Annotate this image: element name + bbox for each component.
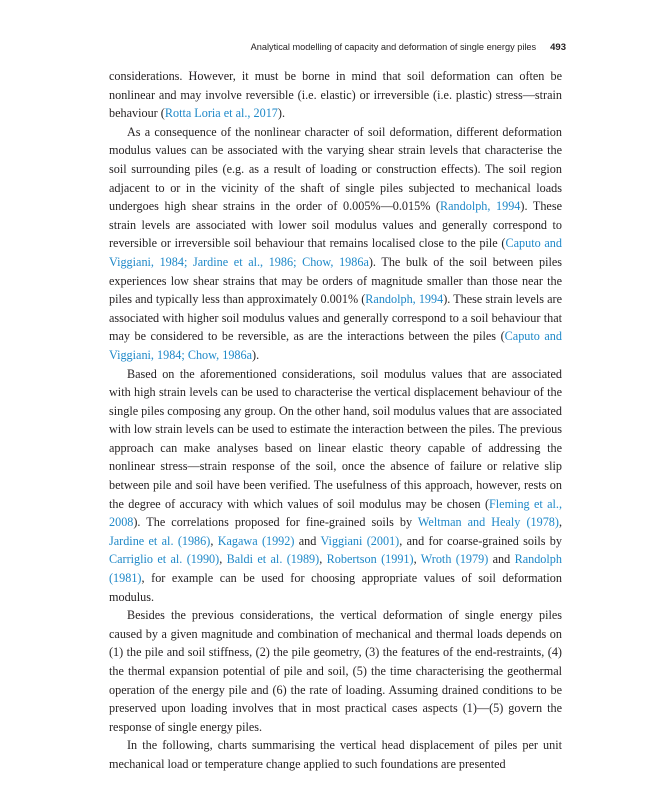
- paragraph-text: Besides the previous considerations, the vertical deformation of single energy piles caused by a given magnitude and combination of mechanical and thermal loads depends on (1) the pile and soil stiffness, (2) the pile geometry, (3) the features of the end-restraints, (4) the thermal expansion potential of pile and soil, (5) the time characterising the geothermal operation of the energy pile and (6) the rate of loading. Assuming drained conditions to be preserved upon loading involves that in most practical cases aspects (1)—(5) govern the response of single energy piles.: [109, 608, 562, 734]
- paragraph-text: As a consequence of the nonlinear character of soil deformation, different deformation modulus values can be associated with the varying shear strain levels that characterise the soil surrounding piles (e.g. as a result of loading or construction effects). The soil region adjacent to or in the vicinity of the shaft of single piles subjected to mechanical loads undergoes high shear strains in the order of 0.005%—0.015% (: [109, 124, 562, 214]
- running-title: Analytical modelling of capacity and deformation of single energy piles: [250, 42, 537, 52]
- citation-link[interactable]: Rotta Loria et al., 2017: [164, 106, 278, 121]
- paragraph-text: ,: [219, 552, 227, 567]
- paragraph-text: and: [488, 552, 515, 567]
- paragraph-text: ,: [413, 552, 421, 567]
- paragraph-text: ,: [319, 552, 327, 567]
- citation-link[interactable]: Randolph (1981): [109, 552, 562, 586]
- paragraph-text: In the following, charts summarising the vertical head displacement of piles per unit mechanical load or temperature change applied to such foundations are presented: [109, 738, 562, 771]
- paragraph-text: ). These strain levels are associated with lower soil modulus values and generally correspond to reversible or irreversible soil behaviour that remains localised close to the pile (: [109, 199, 562, 251]
- citation-link[interactable]: Caputo and Viggiani, 1984; Chow, 1986a: [109, 329, 562, 362]
- paragraph-text: considerations. However, it must be borne in mind that soil deformation can often be nonlinear and may involve reversible (i.e. elastic) or irreversible (i.e. plastic) stress—strain behaviour (: [109, 69, 562, 121]
- paragraph-text: ,: [558, 515, 562, 530]
- citation-link[interactable]: Wroth (1979): [420, 552, 489, 567]
- paragraph-text: ). The bulk of the soil between piles experiences low shear strains that may be orders of magnitude smaller than those near the piles and typically less than approximately 0.001% (: [109, 254, 562, 307]
- citation-link[interactable]: Robertson (1991): [326, 552, 414, 567]
- paragraph: [109, 365, 562, 607]
- paragraph: [109, 736, 562, 773]
- paragraph-text: and: [294, 533, 321, 548]
- body-text: [109, 67, 562, 774]
- paragraph-text: ,: [210, 533, 218, 548]
- paragraph-text: ).: [252, 347, 260, 362]
- citation-link[interactable]: Carriglio et al. (1990): [109, 552, 220, 567]
- running-head: [251, 42, 566, 53]
- citation-link[interactable]: Randolph, 1994: [365, 292, 444, 307]
- citation-link[interactable]: Weltman and Healy (1978): [417, 515, 559, 530]
- citation-link[interactable]: Jardine et al. (1986): [109, 533, 211, 548]
- paragraph-text: ). These strain levels are associated with higher soil modulus values and generally correspond to a soil behaviour that may be considered to be reversible, as are the interactions between the piles (: [109, 292, 562, 344]
- paragraph: [109, 123, 562, 365]
- paragraph-text: ). The correlations proposed for fine-grained soils by: [133, 515, 418, 530]
- paragraph-text: , for example can be used for choosing appropriate values of soil deformation modulus.: [109, 571, 562, 604]
- citation-link[interactable]: Viggiani (2001): [320, 533, 400, 548]
- citation-link[interactable]: Caputo and Viggiani, 1984; Jardine et al., 1986; Chow, 1986a: [109, 236, 562, 269]
- page-number: 493: [550, 42, 566, 53]
- citation-link[interactable]: Baldi et al. (1989): [226, 552, 320, 567]
- paragraph-text: ).: [277, 106, 285, 121]
- paragraph: [109, 606, 562, 736]
- citation-link[interactable]: Kagawa (1992): [217, 533, 295, 548]
- citation-link[interactable]: Randolph, 1994: [440, 199, 521, 214]
- citation-link[interactable]: Fleming et al., 2008: [109, 496, 562, 530]
- paragraph-text: Based on the aforementioned considerations, soil modulus values that are associated with high strain levels can be used to characterise the vertical displacement behaviour of the single piles composing any group. On the other hand, soil modulus values that are associated with low strain levels can be used to estimate the interaction between the piles. The previous approach can make analyses based on linear elastic theory capable of addressing the nonlinear stress—strain response of the soil, once the absence of failure or relative slip between pile and soil have been verified. The usefulness of this approach, however, rests on the degree of accuracy with which values of soil modulus may be chosen (: [109, 366, 562, 511]
- paragraph-text: , and for coarse-grained soils by: [399, 533, 562, 548]
- paragraph: [109, 67, 562, 123]
